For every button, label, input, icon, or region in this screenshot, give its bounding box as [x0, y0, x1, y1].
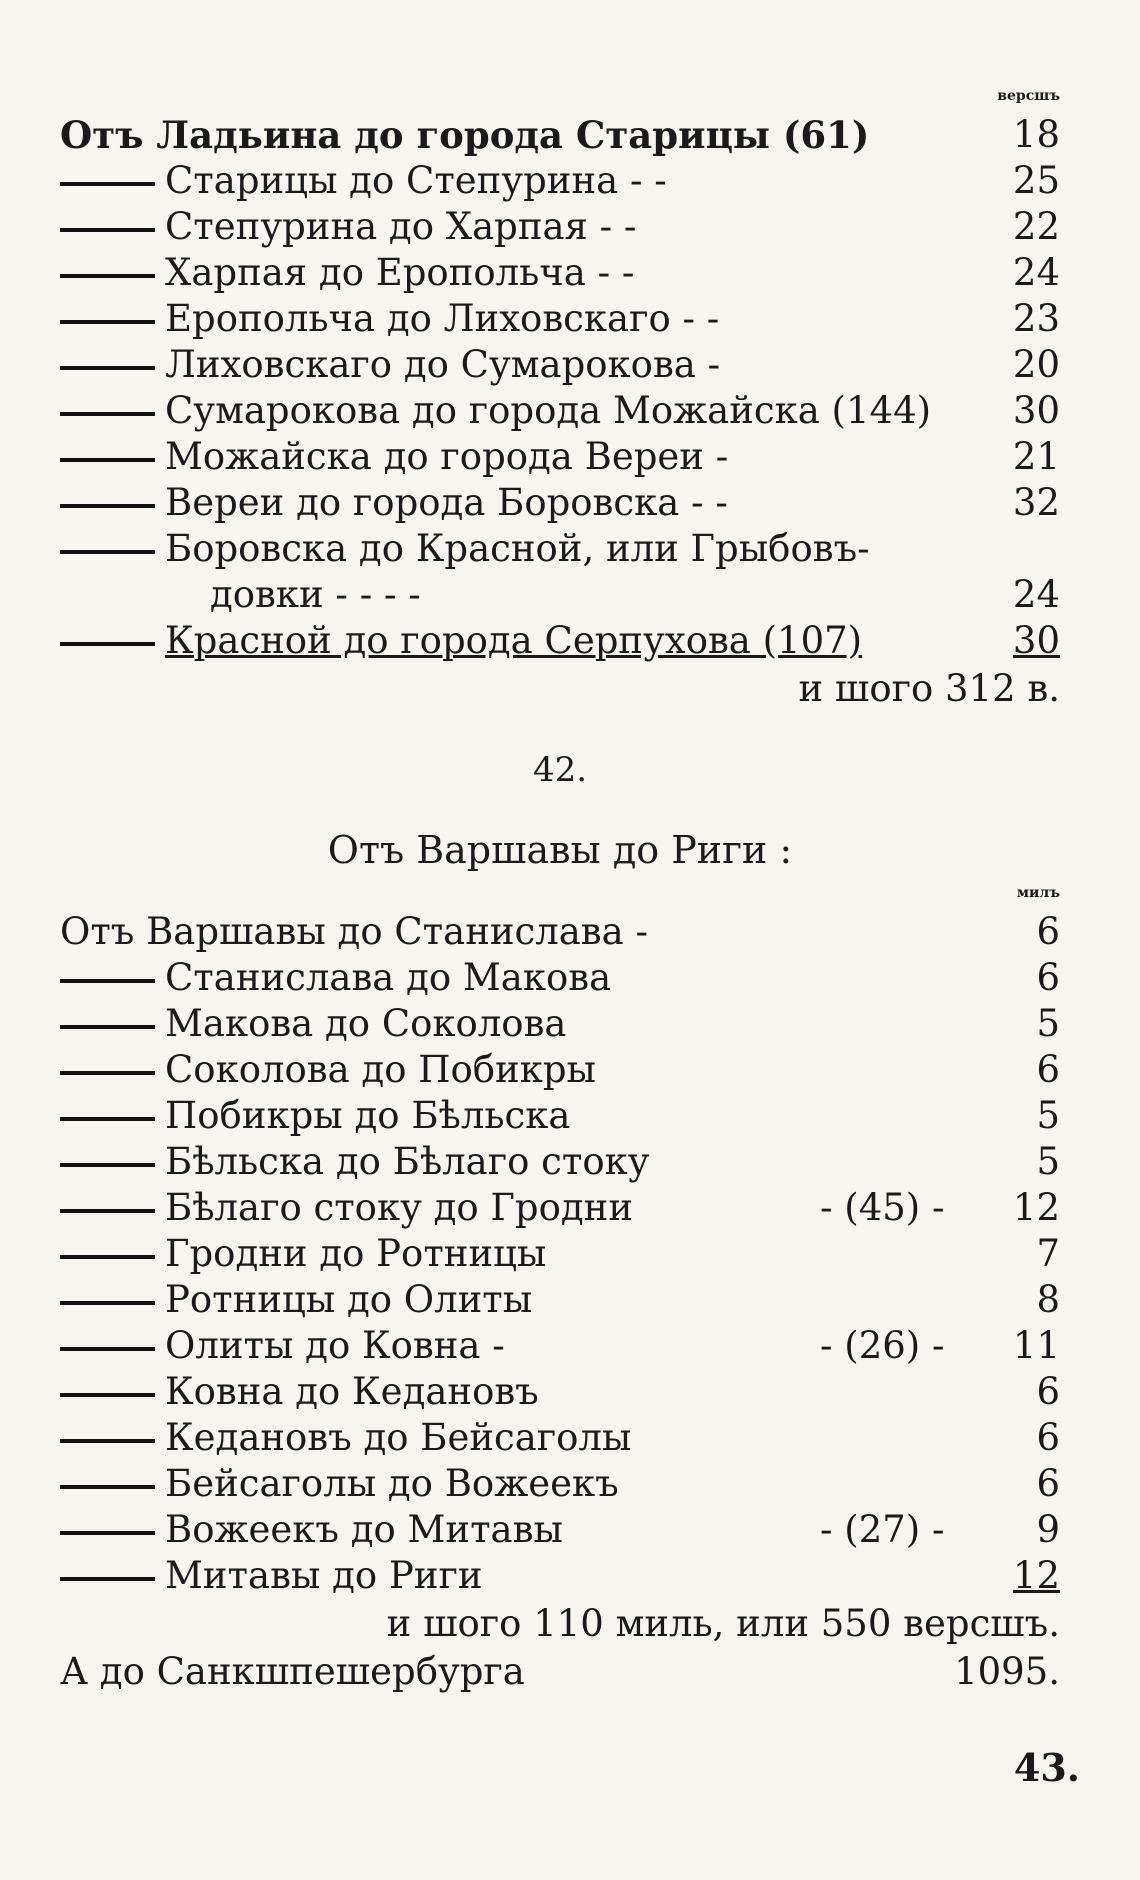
- ditto-dash: [60, 1531, 155, 1535]
- row-text: Степурина до Харпая - -: [165, 205, 637, 248]
- row-value: 21: [1012, 435, 1060, 478]
- row-note: - (45) -: [820, 1186, 945, 1229]
- unit-header: милъ: [1016, 885, 1060, 901]
- row-text: Красной до города Серпухова (107): [165, 619, 863, 662]
- row-value: 20: [1012, 343, 1060, 386]
- row-text: Побикры до Бѣльска: [165, 1094, 571, 1137]
- table-row: [60, 1461, 1060, 1507]
- table-row: [60, 480, 1060, 526]
- row-text: Отъ Варшавы до Станислава -: [60, 910, 648, 953]
- row-note: - (26) -: [820, 1324, 945, 1367]
- row-value: 9: [1036, 1508, 1060, 1551]
- table-row: [60, 1507, 1060, 1553]
- section-number: 42.: [532, 750, 588, 790]
- ditto-dash: [60, 366, 155, 370]
- row-text: довки - - - -: [210, 573, 421, 616]
- section-total: и шого 110 миль, или 550 версшъ.: [386, 1602, 1060, 1645]
- ditto-dash: [60, 274, 155, 278]
- row-text: Станислава до Макова: [165, 956, 612, 999]
- ditto-dash: [60, 1485, 155, 1489]
- row-text: Вожеекъ до Митавы: [165, 1508, 563, 1551]
- section-total: и шого 312 в.: [798, 667, 1060, 710]
- ditto-dash: [60, 1071, 155, 1075]
- row-value: 24: [1012, 573, 1060, 616]
- ditto-dash: [60, 1347, 155, 1351]
- table-row: [60, 1047, 1060, 1093]
- ditto-dash: [60, 1117, 155, 1121]
- row-text: Соколова до Побикры: [165, 1048, 596, 1091]
- table-row: [60, 204, 1060, 250]
- row-value: 6: [1036, 1462, 1060, 1505]
- row-text: Гродни до Ротницы: [165, 1232, 547, 1275]
- table-row: [60, 909, 1060, 955]
- row-text: Макова до Соколова: [165, 1002, 567, 1045]
- table-row: [60, 955, 1060, 1001]
- table-row: [60, 1139, 1060, 1185]
- final-row: [60, 1649, 1060, 1695]
- row-text: Митавы до Риги: [165, 1554, 483, 1597]
- table-row: [60, 1415, 1060, 1461]
- row-value: 6: [1036, 1370, 1060, 1413]
- table-row: [60, 250, 1060, 296]
- row-value: 6: [1036, 1048, 1060, 1091]
- row-value: 12: [1012, 1554, 1060, 1597]
- row-value: 5: [1036, 1140, 1060, 1183]
- row-value: 23: [1012, 297, 1060, 340]
- table-row: [60, 1323, 1060, 1369]
- ditto-dash: [60, 1209, 155, 1213]
- table-row: [60, 618, 1060, 664]
- table-row: [60, 388, 1060, 434]
- row-text: Еропольча до Лиховскаго - -: [165, 297, 720, 340]
- page-number: 43.: [1013, 1745, 1080, 1790]
- row-text: Ротницы до Олиты: [165, 1278, 533, 1321]
- row-value: 7: [1036, 1232, 1060, 1275]
- row-text: Боровска до Красной, или Грыбовъ-: [165, 527, 870, 570]
- section-title: Отъ Варшавы до Риги :: [327, 828, 793, 872]
- table-row: [60, 526, 1060, 572]
- ditto-dash: [60, 550, 155, 554]
- row-value: 6: [1036, 956, 1060, 999]
- row-value: 8: [1036, 1278, 1060, 1321]
- table-row: [60, 342, 1060, 388]
- row-value: 5: [1036, 1002, 1060, 1045]
- row-text: Харпая до Еропольча - -: [165, 251, 635, 294]
- row-value: 30: [1012, 389, 1060, 432]
- row-text: Ковна до Кедановъ: [165, 1370, 539, 1413]
- row-value: 6: [1036, 910, 1060, 953]
- table-row: [60, 1185, 1060, 1231]
- table-row: [60, 1369, 1060, 1415]
- ditto-dash: [60, 1255, 155, 1259]
- row-text: Бѣлаго стоку до Гродни: [165, 1186, 633, 1229]
- row-value: 24: [1012, 251, 1060, 294]
- row-text: Можайска до города Вереи -: [165, 435, 729, 478]
- row-value: 5: [1036, 1094, 1060, 1137]
- row-value: 6: [1036, 1416, 1060, 1459]
- ditto-dash: [60, 1301, 155, 1305]
- row-text: Бейсаголы до Вожеекъ: [165, 1462, 619, 1505]
- table-row: [60, 1277, 1060, 1323]
- table-row: [60, 434, 1060, 480]
- row-text: Олиты до Ковна -: [165, 1324, 505, 1367]
- table-row: [60, 1093, 1060, 1139]
- ditto-dash: [60, 504, 155, 508]
- route-table-1: [60, 88, 1060, 714]
- row-text: Старицы до Степурина - -: [165, 159, 667, 202]
- row-value: 11: [1012, 1324, 1060, 1367]
- ditto-dash: [60, 228, 155, 232]
- ditto-dash: [60, 182, 155, 186]
- table-row: [60, 1231, 1060, 1277]
- ditto-dash: [60, 458, 155, 462]
- row-value: 12: [1012, 1186, 1060, 1229]
- ditto-dash: [60, 320, 155, 324]
- table-row: [60, 1001, 1060, 1047]
- unit-header: версшъ: [997, 88, 1060, 104]
- table-row: [60, 112, 1060, 158]
- row-text: Кедановъ до Бейсаголы: [165, 1416, 632, 1459]
- ditto-dash: [60, 1393, 155, 1397]
- ditto-dash: [60, 1163, 155, 1167]
- row-value: 30: [1012, 619, 1060, 662]
- table-row: [60, 1553, 1060, 1599]
- row-value: 22: [1012, 205, 1060, 248]
- table-row-continuation: [60, 572, 1060, 618]
- table-row: [60, 158, 1060, 204]
- ditto-dash: [60, 412, 155, 416]
- row-value: 1095.: [954, 1650, 1060, 1693]
- ditto-dash: [60, 1577, 155, 1581]
- row-value: 25: [1012, 159, 1060, 202]
- row-text: Лиховскаго до Сумарокова -: [165, 343, 721, 386]
- row-text: А до Санкшпешербурга: [60, 1650, 525, 1693]
- row-note: - (27) -: [820, 1508, 945, 1551]
- row-value: 32: [1012, 481, 1060, 524]
- ditto-dash: [60, 979, 155, 983]
- route-table-2: [60, 815, 1060, 1695]
- ditto-dash: [60, 642, 155, 646]
- row-value: 18: [1012, 113, 1060, 156]
- row-text: Бѣльска до Бѣлаго стоку: [165, 1140, 650, 1183]
- row-text: Сумарокова до города Можайска (144): [165, 389, 932, 432]
- table-row: [60, 296, 1060, 342]
- row-text: Вереи до города Боровска - -: [165, 481, 728, 524]
- ditto-dash: [60, 1439, 155, 1443]
- row-text: Отъ Ладьина до города Старицы (61): [60, 113, 870, 157]
- ditto-dash: [60, 1025, 155, 1029]
